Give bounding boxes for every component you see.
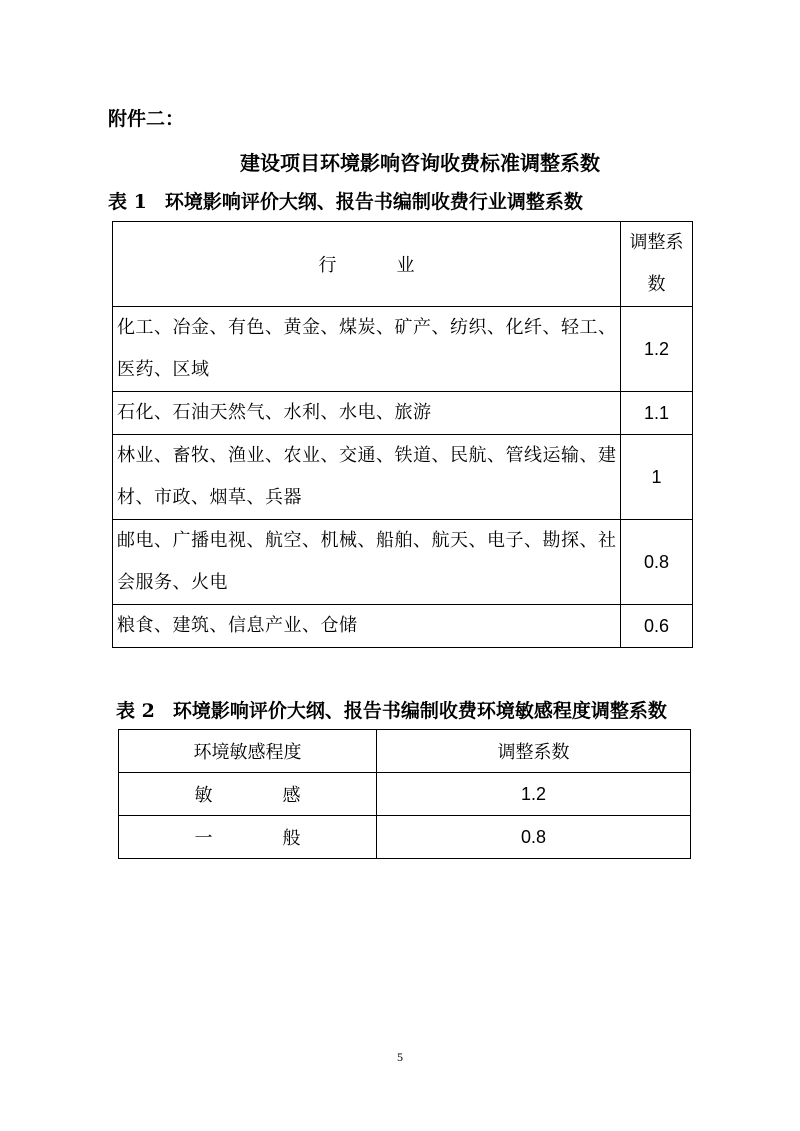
- table1-caption: [108, 187, 583, 214]
- coefficient-cell: 1.2: [377, 773, 691, 816]
- header-sensitivity: 环境敏感程度: [119, 730, 377, 773]
- header-industry: 行业: [113, 222, 621, 307]
- table-row: [113, 435, 693, 520]
- table2-caption-text: 环境影响评价大纲、报告书编制收费环境敏感程度调整系数: [172, 700, 667, 722]
- table-row: [113, 307, 693, 392]
- industry-cell: 化工、冶金、有色、黄金、煤炭、矿产、纺织、化纤、轻工、医药、区域: [113, 307, 621, 392]
- sensitivity-cell: [119, 773, 377, 816]
- table-header-row: [119, 730, 691, 773]
- table2-caption: [116, 696, 667, 723]
- coefficient-cell: 0.8: [621, 520, 693, 605]
- table1-caption-number: 表 1: [108, 191, 147, 213]
- table-row: [113, 605, 693, 648]
- header-coefficient: 调整系数: [621, 222, 693, 307]
- table-header-row: [113, 222, 693, 307]
- sensitivity-text: 敏感: [194, 785, 371, 806]
- industry-coefficient-table: [112, 221, 693, 648]
- industry-cell: 邮电、广播电视、航空、机械、船舶、航天、电子、勘探、社会服务、火电: [113, 520, 621, 605]
- appendix-label: 附件二：: [108, 108, 185, 130]
- coefficient-cell: 0.8: [377, 816, 691, 859]
- industry-cell: 林业、畜牧、渔业、农业、交通、铁道、民航、管线运输、建材、市政、烟草、兵器: [113, 435, 621, 520]
- coefficient-cell: 1: [621, 435, 693, 520]
- industry-cell: 石化、石油天然气、水利、水电、旅游: [113, 392, 621, 435]
- sensitivity-coefficient-table: [118, 729, 691, 859]
- header-coefficient: 调整系数: [377, 730, 691, 773]
- table-row: [119, 773, 691, 816]
- table2-caption-number: 表 2: [116, 700, 155, 722]
- coefficient-cell: 1.1: [621, 392, 693, 435]
- table-row: [113, 520, 693, 605]
- sensitivity-cell: [119, 816, 377, 859]
- sensitivity-text: 一般: [194, 828, 371, 849]
- table-row: [119, 816, 691, 859]
- industry-cell: 粮食、建筑、信息产业、仓储: [113, 605, 621, 648]
- table1-caption-text: 环境影响评价大纲、报告书编制收费行业调整系数: [164, 191, 583, 213]
- page-number: 5: [397, 1050, 403, 1064]
- document-title: 建设项目环境影响咨询收费标准调整系数: [240, 151, 600, 175]
- table-row: [113, 392, 693, 435]
- coefficient-cell: 0.6: [621, 605, 693, 648]
- coefficient-cell: 1.2: [621, 307, 693, 392]
